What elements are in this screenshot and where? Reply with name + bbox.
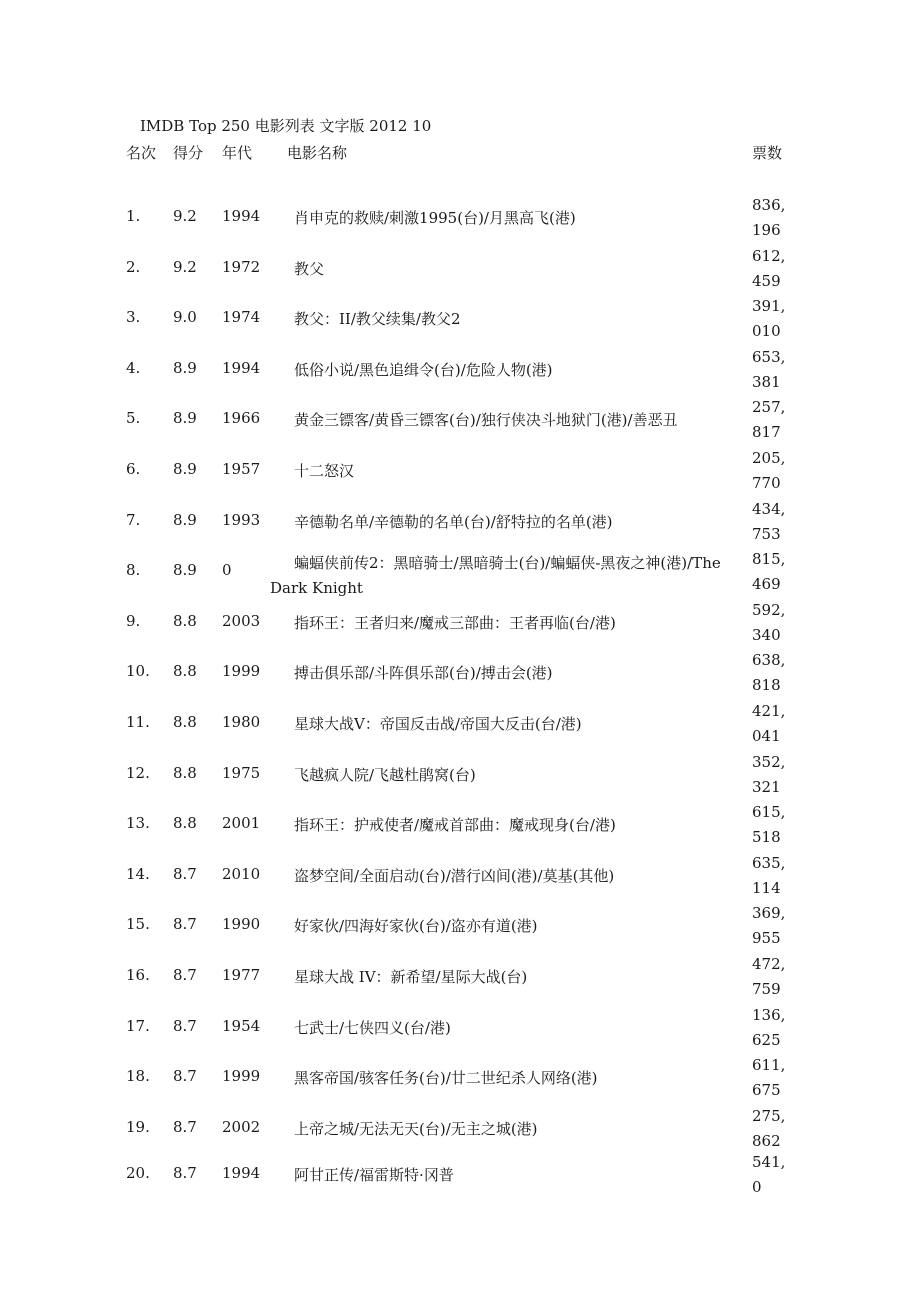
rank-cell: 7. xyxy=(126,510,141,529)
rank-cell: 3. xyxy=(126,308,141,327)
year-cell: 1999 xyxy=(222,1067,261,1086)
score-cell: 8.7 xyxy=(173,1164,197,1182)
score-cell: 8.8 xyxy=(173,763,197,782)
title-cell: 低俗小说/黑色追缉令(台)/危险人物(港) xyxy=(294,360,553,379)
year-cell: 1993 xyxy=(222,510,261,529)
title-cell: 飞越疯人院/飞越杜鹃窝(台) xyxy=(294,765,476,784)
rank-cell: 10. xyxy=(126,662,150,681)
votes-cell: 541,0 xyxy=(752,1153,786,1196)
table-row xyxy=(0,1104,920,1150)
rank-cell: 19. xyxy=(126,1117,150,1136)
score-cell: 8.7 xyxy=(173,915,197,934)
title-cell: 上帝之城/无法无天(台)/无主之城(港) xyxy=(294,1119,538,1138)
votes-cell: 615,518 xyxy=(752,803,786,847)
header-votes: 票数 xyxy=(752,144,783,162)
votes-cell: 352,321 xyxy=(752,752,786,796)
rank-cell: 17. xyxy=(126,1016,150,1035)
title-cell: 黑客帝国/骇客任务(台)/廿二世纪杀人网络(港) xyxy=(294,1069,598,1088)
year-cell: 2002 xyxy=(222,1117,261,1136)
rank-cell: 8. xyxy=(126,561,141,580)
table-row xyxy=(0,901,920,948)
table-row xyxy=(0,345,920,391)
score-cell: 8.9 xyxy=(173,409,197,428)
votes-cell: 638,818 xyxy=(752,651,786,695)
table-row xyxy=(0,193,920,239)
score-cell: 8.8 xyxy=(173,662,197,681)
year-cell: 2003 xyxy=(222,611,261,630)
score-cell: 8.8 xyxy=(173,713,197,731)
votes-cell: 653,381 xyxy=(752,347,786,391)
votes-cell: 421,041 xyxy=(752,702,786,745)
title-cell: 指环王：王者归来/魔戒三部曲：王者再临(台/港) xyxy=(294,613,616,632)
table-row xyxy=(0,851,920,897)
votes-cell: 815,469 xyxy=(752,550,786,594)
title-cell: 搏击俱乐部/斗阵俱乐部(台)/搏击会(港) xyxy=(294,664,553,683)
year-cell: 1980 xyxy=(222,713,261,731)
votes-cell: 136,625 xyxy=(752,1005,786,1049)
table-row xyxy=(0,1003,920,1049)
table-row xyxy=(0,547,920,598)
table-row xyxy=(0,750,920,796)
year-cell: 1972 xyxy=(222,257,261,276)
table-row xyxy=(0,1053,920,1100)
header-score: 得分 xyxy=(173,144,204,162)
document-title: IMDB Top 250 电影列表 文字版 2012 10 xyxy=(140,117,432,135)
year-cell: 1975 xyxy=(222,763,261,782)
votes-cell: 612,459 xyxy=(752,246,786,290)
year-cell: 1994 xyxy=(222,207,261,225)
year-cell: 1966 xyxy=(222,409,261,428)
title-cell: 指环王：护戒使者/魔戒首部曲：魔戒现身(台/港) xyxy=(294,816,616,835)
table-row xyxy=(0,1150,920,1196)
rank-cell: 13. xyxy=(126,814,150,833)
year-cell: 1994 xyxy=(222,1164,261,1182)
table-row xyxy=(0,699,920,745)
score-cell: 8.9 xyxy=(173,460,197,478)
title-cell: 阿甘正传/福雷斯特·冈普 xyxy=(294,1166,454,1184)
table-row xyxy=(0,648,920,695)
year-cell: 2010 xyxy=(222,864,261,883)
year-cell: 2001 xyxy=(222,814,261,833)
votes-cell: 635,114 xyxy=(752,853,786,897)
score-cell: 8.9 xyxy=(173,358,197,377)
votes-cell: 369,955 xyxy=(752,904,786,948)
votes-cell: 472,759 xyxy=(752,955,786,998)
score-cell: 8.7 xyxy=(173,864,197,883)
table-row xyxy=(0,294,920,341)
votes-cell: 205,770 xyxy=(752,449,786,492)
table-row xyxy=(0,395,920,442)
rank-cell: 15. xyxy=(126,915,150,934)
score-cell: 9.2 xyxy=(173,207,197,225)
score-cell: 9.2 xyxy=(173,257,197,276)
title-cell: 七武士/七侠四义(台/港) xyxy=(294,1018,451,1037)
title-cell: 星球大战V：帝国反击战/帝国大反击(台/港) xyxy=(294,715,582,733)
rank-cell: 18. xyxy=(126,1067,150,1086)
rank-cell: 2. xyxy=(126,257,141,276)
table-row xyxy=(0,952,920,998)
rank-cell: 12. xyxy=(126,763,150,782)
score-cell: 8.9 xyxy=(173,561,197,580)
votes-cell: 391,010 xyxy=(752,297,786,341)
title-cell: 十二怒汉 xyxy=(294,462,355,480)
header-title: 电影名称 xyxy=(287,144,348,162)
year-cell: 1999 xyxy=(222,662,261,681)
rank-cell: 1. xyxy=(126,207,141,225)
title-cell: 肖申克的救赎/刺激1995(台)/月黑高飞(港) xyxy=(294,209,576,227)
year-cell: 1994 xyxy=(222,358,261,377)
title-cell: 教父：II/教父续集/教父2 xyxy=(294,310,461,329)
score-cell: 8.8 xyxy=(173,814,197,833)
year-cell: 0 xyxy=(222,561,232,580)
title-cell: 教父 xyxy=(294,259,325,278)
score-cell: 8.7 xyxy=(173,1117,197,1136)
year-cell: 1977 xyxy=(222,966,261,984)
votes-cell: 592,340 xyxy=(752,600,786,644)
year-cell: 1957 xyxy=(222,460,261,478)
table-row xyxy=(0,446,920,492)
title-cell: 蝙蝠侠前传2：黑暗骑士/黑暗骑士(台)/蝙蝠侠-黑夜之神(港)/The Dark Knight xyxy=(270,554,721,598)
score-cell: 8.7 xyxy=(173,1016,197,1035)
rank-cell: 11. xyxy=(126,713,150,731)
title-cell: 黄金三镖客/黄昏三镖客(台)/独行侠决斗地狱门(港)/善恶丑 xyxy=(294,411,678,430)
header-rank: 名次 xyxy=(126,144,157,162)
table-row xyxy=(0,598,920,644)
title-cell: 盗梦空间/全面启动(台)/潜行凶间(港)/莫基(其他) xyxy=(294,866,615,885)
table-row xyxy=(0,244,920,290)
score-cell: 8.7 xyxy=(173,966,197,984)
year-cell: 1990 xyxy=(222,915,261,934)
title-cell: 星球大战 IV：新希望/星际大战(台) xyxy=(294,968,528,986)
score-cell: 8.7 xyxy=(173,1067,197,1086)
table-row xyxy=(0,497,920,543)
rank-cell: 9. xyxy=(126,611,141,630)
header-year: 年代 xyxy=(222,144,253,162)
votes-cell: 257,817 xyxy=(752,398,786,442)
votes-cell: 611,675 xyxy=(752,1056,786,1100)
title-cell: 辛德勒名单/辛德勒的名单(台)/舒特拉的名单(港) xyxy=(294,512,613,531)
votes-cell: 836,196 xyxy=(752,196,786,239)
title-cell: 好家伙/四海好家伙(台)/盗亦有道(港) xyxy=(294,917,538,936)
score-cell: 9.0 xyxy=(173,308,197,327)
table-row xyxy=(0,800,920,847)
score-cell: 8.9 xyxy=(173,510,197,529)
votes-cell: 275,862 xyxy=(752,1106,786,1150)
year-cell: 1974 xyxy=(222,308,261,327)
rank-cell: 20. xyxy=(126,1164,150,1182)
rank-cell: 4. xyxy=(126,358,141,377)
rank-cell: 16. xyxy=(126,966,150,984)
score-cell: 8.8 xyxy=(173,611,197,630)
rank-cell: 5. xyxy=(126,409,141,428)
rank-cell: 6. xyxy=(126,460,141,478)
rank-cell: 14. xyxy=(126,864,150,883)
year-cell: 1954 xyxy=(222,1016,261,1035)
votes-cell: 434,753 xyxy=(752,499,786,543)
